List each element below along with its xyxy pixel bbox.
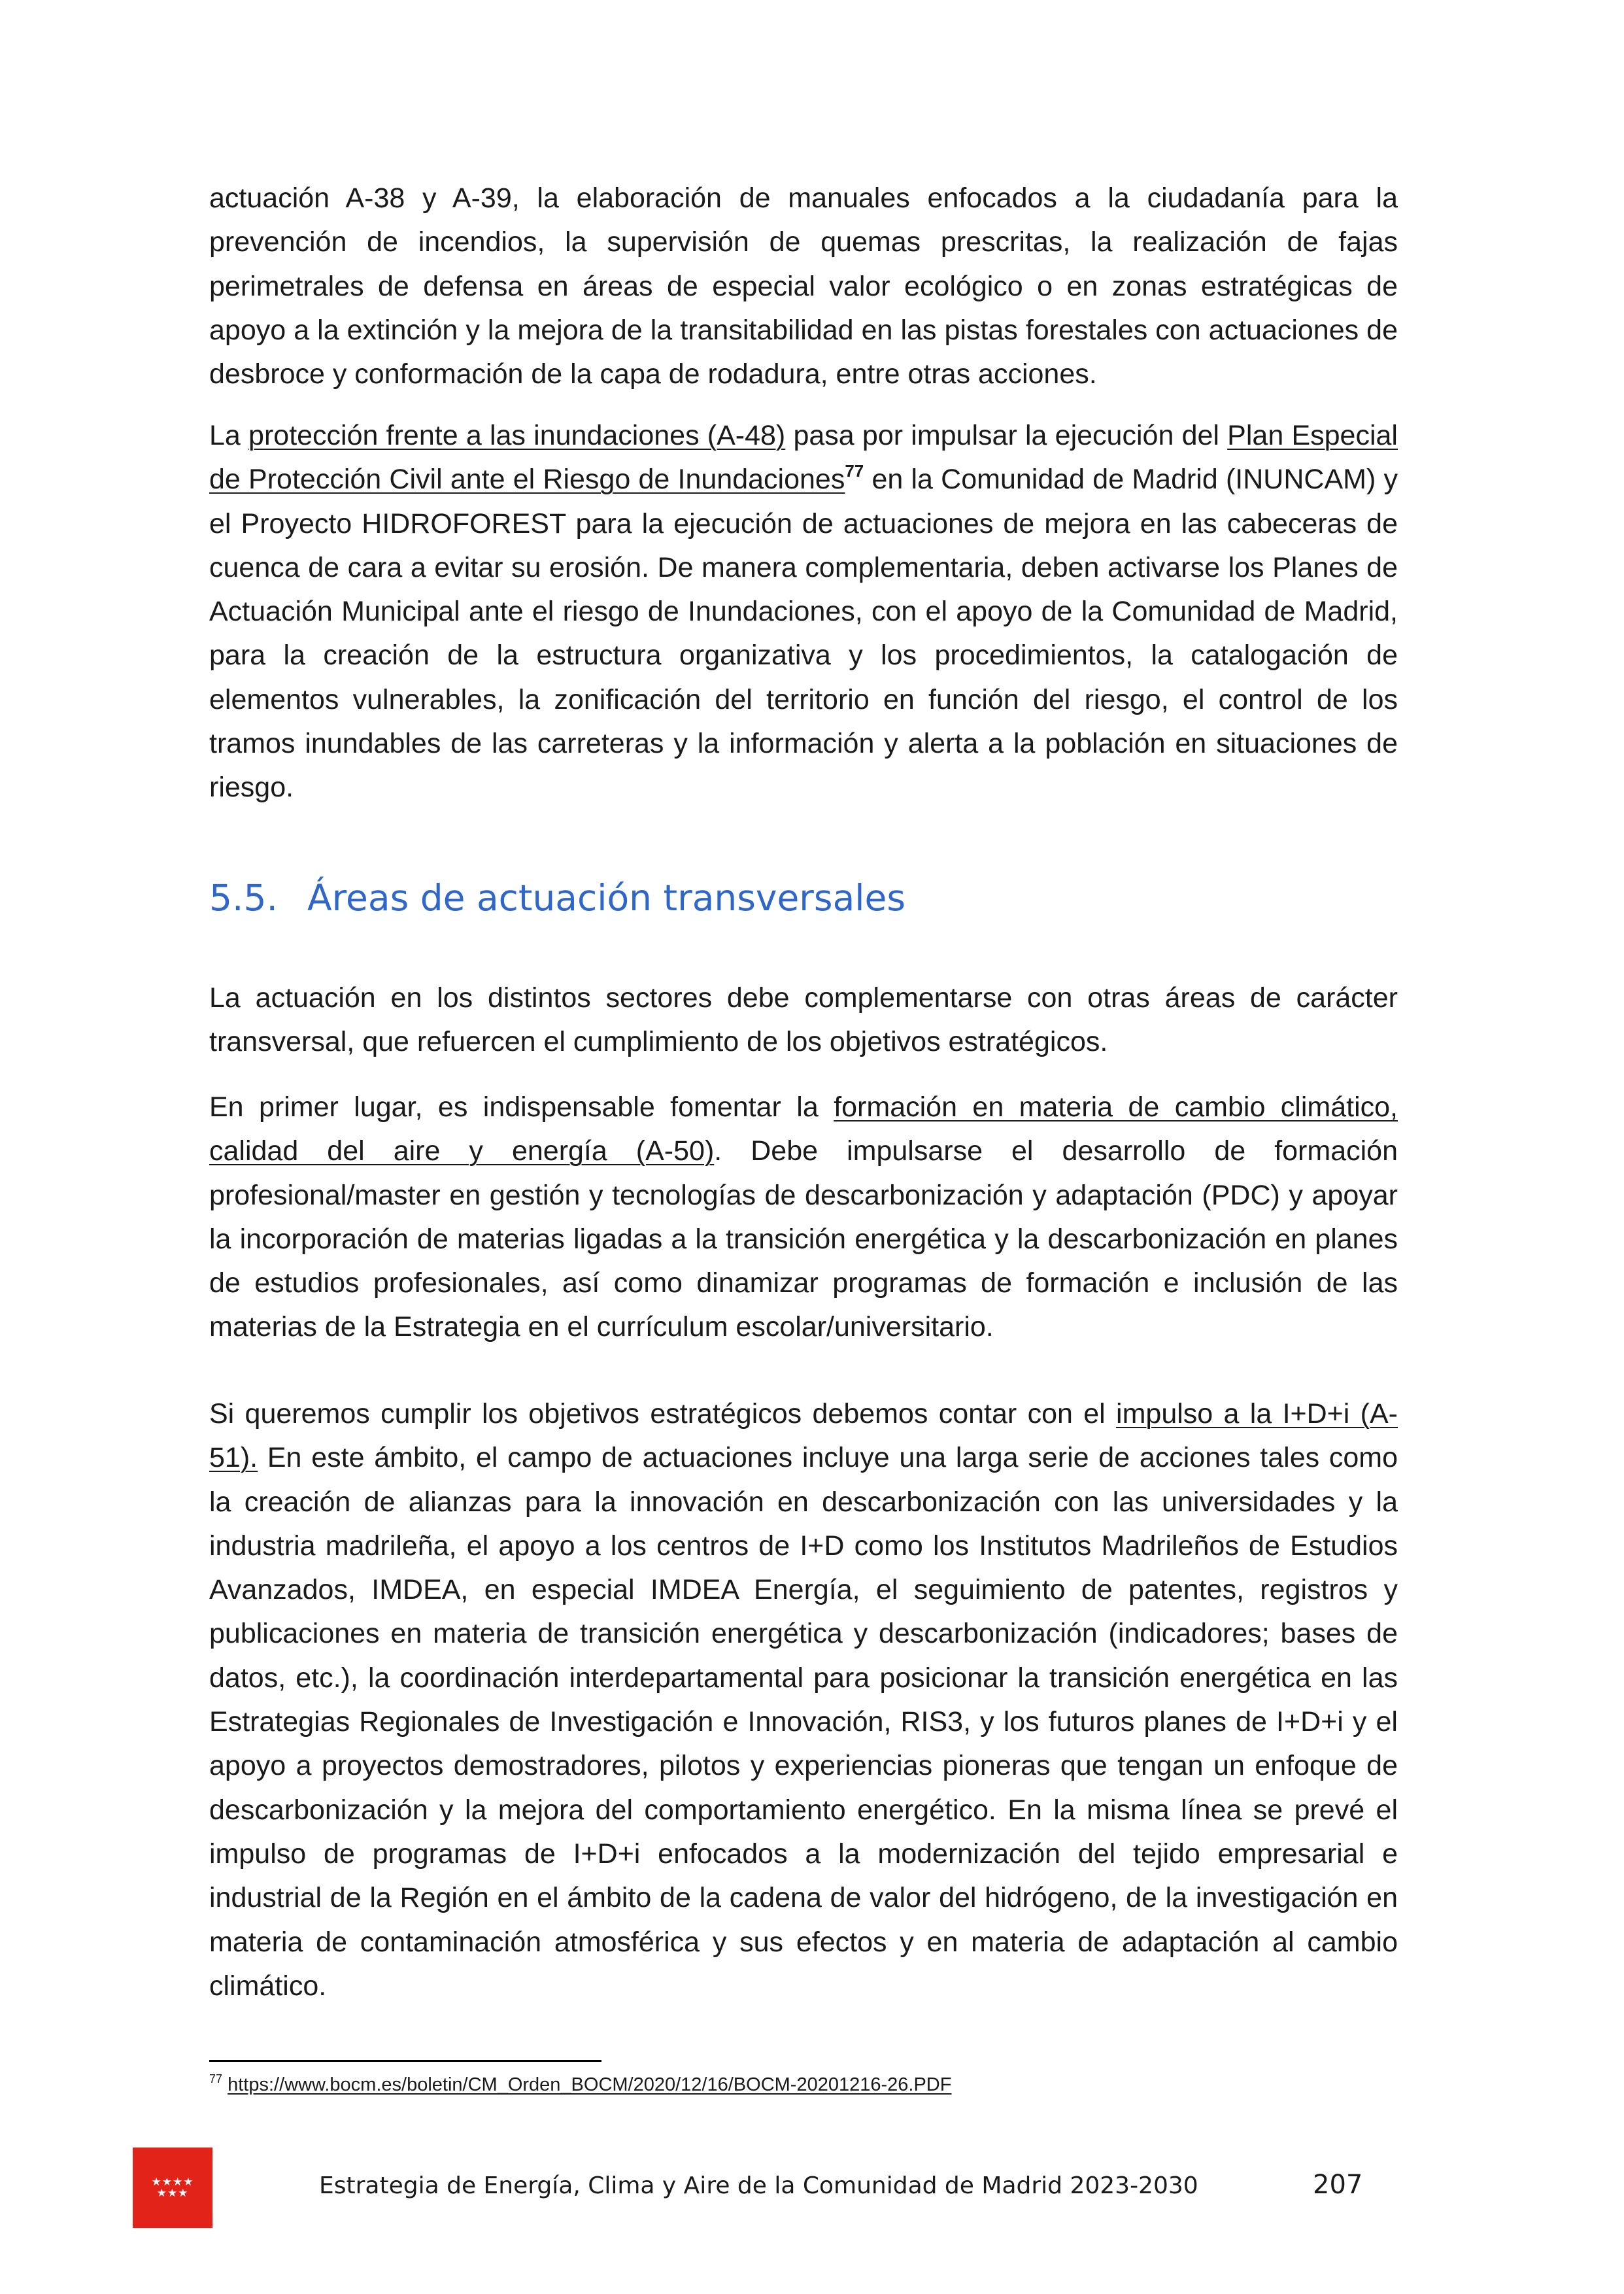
paragraph-text: En primer lugar, es indispensable fomentar la xyxy=(209,1091,834,1123)
stars-icon: ★★★★ xyxy=(151,2175,194,2189)
paragraph-text: En este ámbito, el campo de actuaciones incluye una larga serie de acciones tales como la creación de alianzas para la innovación en descarbonización con las universidades y la industria madrileña, el apoyo a los centros de I+D como los Institutos Madrileños de Estudios Avanzados, IMDEA, en especial IMDEA Energía, el seguimiento de patentes, registros y publicaciones en materia de transición energética y descarbonización (indicadores; bases de datos, etc.), la coordinación interdepartamental para posicionar la transición energética en las Estrategias Regionales de Investigación e Innovación, RIS3, y los futuros planes de I+D+i y el apoyo a proyectos demostradores, pilotos y experiencias pioneras que tengan un enfoque de descarbonización y la mejora del comportamiento energético. En la misma línea se prevé el impulso de programas de I+D+i enfocados a la modernización del tejido empresarial e industrial de la Región en el ámbito de la cadena de valor del hidrógeno, de la investigación en materia de contaminación atmosférica y sus efectos y en materia de adaptación al cambio climático. xyxy=(209,1442,1398,2002)
paragraph-text: Si queremos cumplir los objetivos estratégicos debemos contar con el xyxy=(209,1398,1117,1429)
action-a50-link[interactable]: formación en materia de cambio climático, calidad del aire y energía (A-50) xyxy=(209,1091,1398,1167)
footer-title: Estrategia de Energía, Clima y Aire de la Comunidad de Madrid 2023-2030 xyxy=(319,2172,1198,2199)
stars-icon: ★★★ xyxy=(156,2186,189,2200)
inuncam-plan-link[interactable]: Plan Especial de Protección Civil ante el Riesgo de Inundaciones xyxy=(209,420,1398,496)
section-title: Áreas de actuación transversales xyxy=(307,877,906,919)
page-number: 207 xyxy=(1313,2170,1363,2200)
footnote xyxy=(209,2072,951,2098)
footnote-separator xyxy=(209,2060,601,2062)
paragraph-transversal-intro: La actuación en los distintos sectores debe complementarse con otras áreas de carácter transversal, que refuercen el cumplimiento de los objetivos estratégicos. xyxy=(209,982,1398,1058)
footnote-url-link[interactable]: https://www.bocm.es/boletin/CM_Orden_BOCM/2020/12/16/BOCM-20201216-26.PDF xyxy=(228,2074,952,2095)
paragraph-text: en la Comunidad de Madrid (INUNCAM) y el Proyecto HIDROFOREST para la ejecución de actuaciones de mejora en las cabeceras de cuenca de cara a evitar su erosión. De manera complementaria, deben activarse los Planes de Actuación Municipal ante el riesgo de Inundaciones, con el apoyo de la Comunidad de Madrid, para la creación de la estructura organizativa y los procedimientos, la catalogación de elementos vulnerables, la zonificación del territorio en función del riesgo, el control de los tramos inundables de las carreteras y la información y alerta a la población en situaciones de riesgo. xyxy=(209,464,1398,804)
paragraph-fire-prevention: actuación A-38 y A-39, la elaboración de manuales enfocados a la ciudadanía para la prevención de incendios, la supervisión de quemas prescritas, la realización de fajas perimetrales de defensa en áreas de especial valor ecológico o en zonas estratégicas de apoyo a la extinción y la mejora de la transitabilidad en las pistas forestales con actuaciones de desbroce y conformación de la capa de rodadura, entre otras acciones. xyxy=(209,182,1398,390)
comunidad-de-madrid-logo xyxy=(133,2148,212,2228)
action-a51-link[interactable]: impulso a la I+D+i (A-51). xyxy=(209,1398,1398,1474)
paragraph-text: La xyxy=(209,420,249,451)
action-a48-link[interactable]: protección frente a las inundaciones (A-48) xyxy=(248,420,786,451)
footnote-number: 77 xyxy=(209,2072,223,2085)
footnote-reference[interactable]: 77 xyxy=(845,461,864,481)
paragraph-training xyxy=(209,1086,1398,1350)
paragraph-text: pasa por impulsar la ejecución del xyxy=(785,420,1228,451)
paragraph-text: . Debe impulsarse el desarrollo de formación profesional/master en gestión y tecnologías de descarbonización y adaptación (PDC) y apoyar la incorporación de materias ligadas a la transición energética y la descarbonización en planes de estudios profesionales, así como dinamizar programas de formación e inclusión de las materias de la Estrategia en el currículum escolar/universitario. xyxy=(209,1135,1398,1343)
section-number: 5.5. xyxy=(209,877,278,919)
section-heading xyxy=(209,875,905,921)
paragraph-flood-protection xyxy=(209,414,1398,810)
paragraph-rdi xyxy=(209,1392,1398,2008)
